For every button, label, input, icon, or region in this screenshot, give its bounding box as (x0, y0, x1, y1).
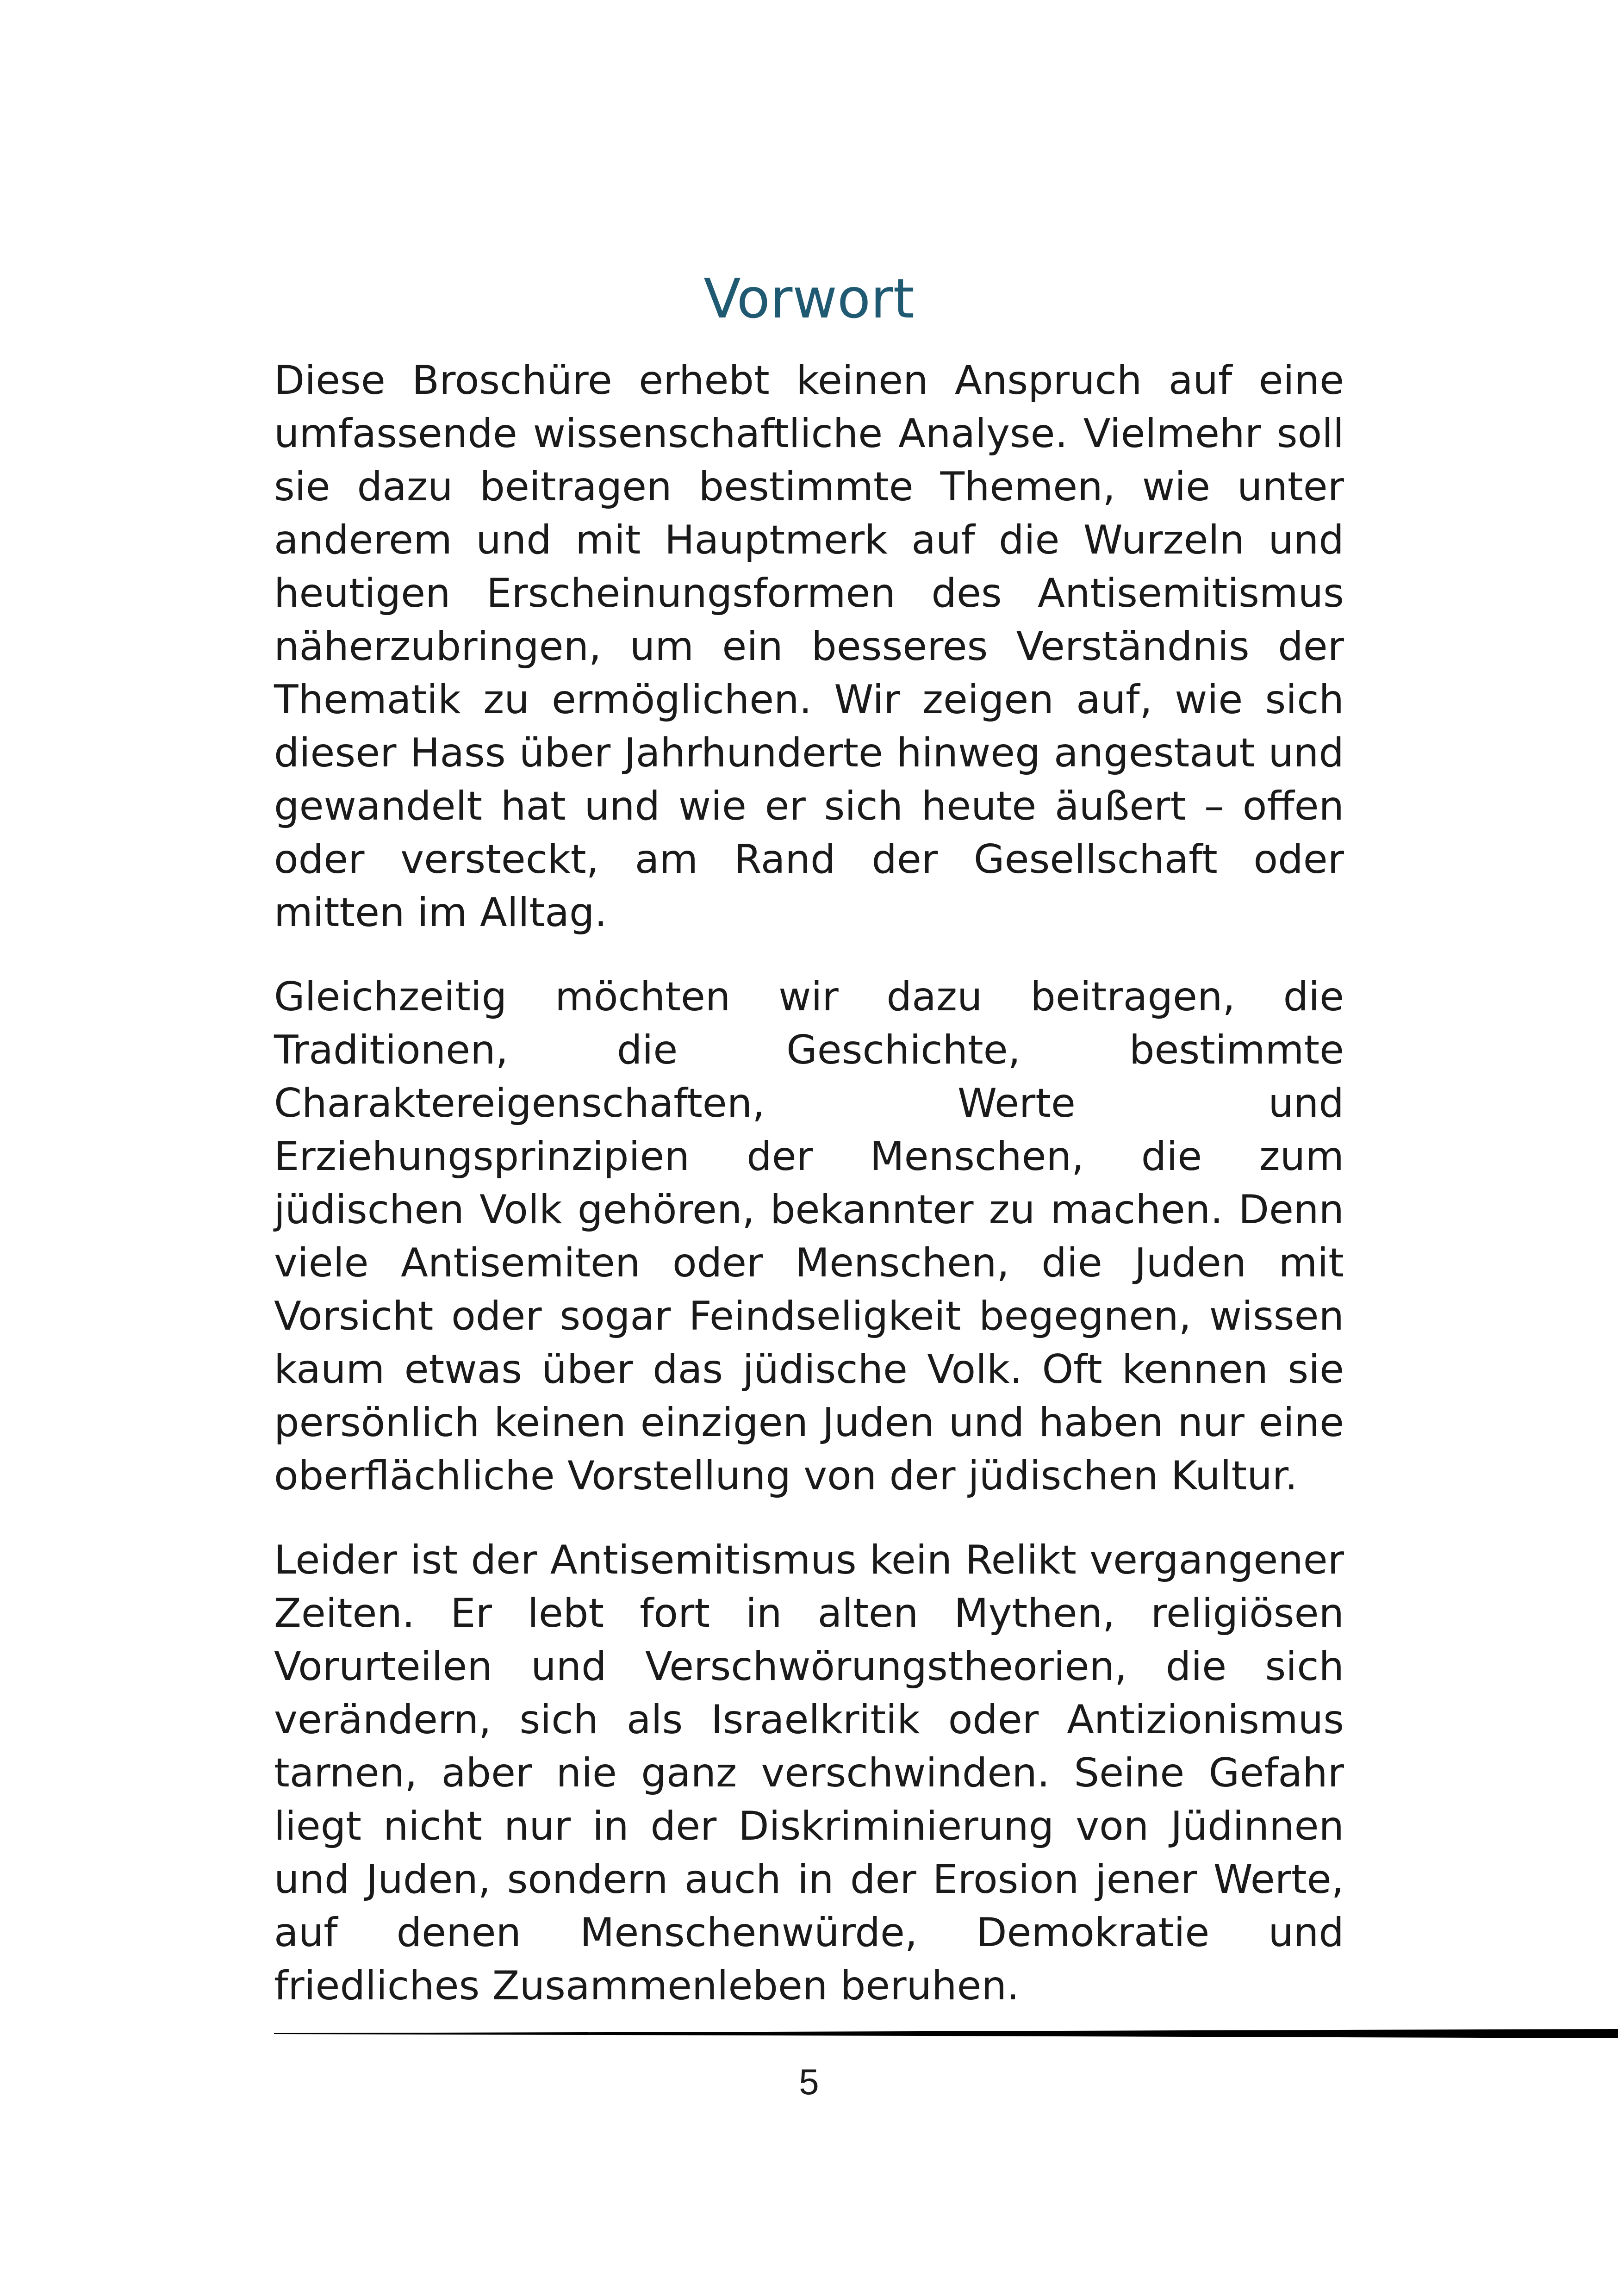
page-title: Vorwort (703, 267, 915, 330)
footer-rule (274, 2026, 1618, 2040)
paragraph-1: Diese Broschüre erhebt keinen Anspruch auf eine umfassende wissenschaftliche Analyse. Vielmehr soll sie dazu beitragen bestimmte Themen, wie unter anderem und mit Hauptmerk auf die Wurzeln und heutigen Erscheinungsformen des Antisemitismus näherzubringen, um ein besseres Verständnis der Thematik zu ermöglichen. Wir zeigen auf, wie sich dieser Hass über Jahrhunderte hinweg angestaut und gewandelt hat und wie er sich heute äußert – offen oder versteckt, am Rand der Gesellschaft oder mitten im Alltag. (274, 357, 1344, 936)
paragraph-2: Gleichzeitig möchten wir dazu beitragen, die Traditionen, die Geschichte, bestimmte Charaktereigenschaften, Werte und Erziehungsprinzipien der Menschen, die zum jüdischen Volk gehören, bekannter zu machen. Denn viele Antisemiten oder Menschen, die Juden mit Vorsicht oder sogar Feindseligkeit begegnen, wissen kaum etwas über das jüdische Volk. Oft kennen sie persönlich keinen einzigen Juden und haben nur eine oberflächliche Vorstellung von der jüdischen Kultur. (274, 974, 1344, 1499)
paragraph-3: Leider ist der Antisemitismus kein Relikt vergangener Zeiten. Er lebt fort in alten Mythen, religiösen Vorurteilen und Verschwörungstheorien, die sich verändern, sich als Israelkritik oder Antizionismus tarnen, aber nie ganz verschwinden. Seine Gefahr liegt nicht nur in der Diskriminierung von Jüdinnen und Juden, sondern auch in der Erosion jener Werte, auf denen Menschenwürde, Demokratie und friedliches Zusammenleben beruhen. (274, 1537, 1344, 2009)
page-number: 5 (799, 2061, 819, 2102)
body-text (274, 354, 1344, 2044)
